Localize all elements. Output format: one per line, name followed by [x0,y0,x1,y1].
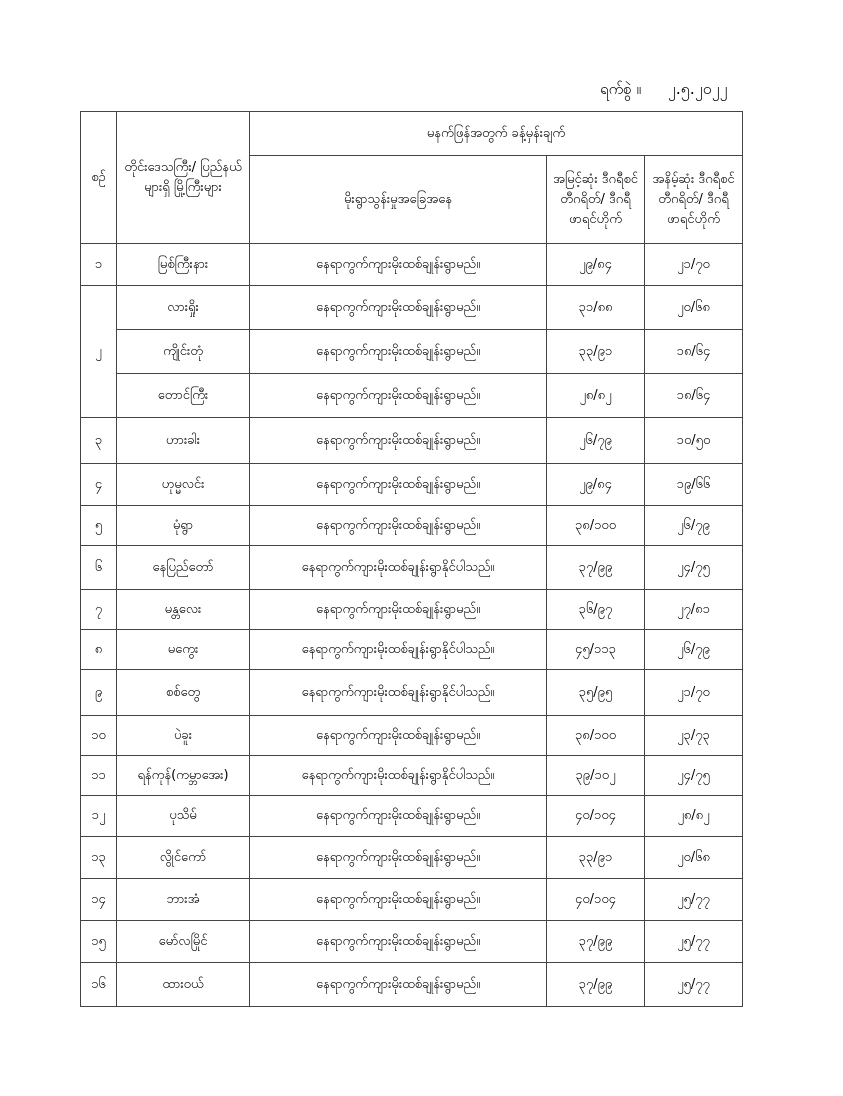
condition-cell: နေရာကွက်ကျားမိုးထစ်ချုန်းရွာနိုင်ပါသည်။ [250,546,547,590]
max-temp-cell: ၃၇/၉၉ [547,921,645,963]
condition-cell: နေရာကွက်ကျားမိုးထစ်ချုန်းရွာမည်။ [250,374,547,418]
min-temp-cell: ၂၈/၈၂ [645,796,743,837]
table-row [81,921,743,963]
city-cell: နေပြည်တော် [117,546,250,590]
table-row [81,418,743,464]
city-cell: မန္တလေး [117,590,250,630]
max-temp-cell: ၂၈/၈၂ [547,374,645,418]
serial-cell: ၉ [81,670,117,716]
condition-cell: နေရာကွက်ကျားမိုးထစ်ချုန်းရွာမည်။ [250,590,547,630]
table-row [81,506,743,546]
serial-cell: ၆ [81,546,117,590]
serial-cell: ၁၂ [81,796,117,837]
min-temp-cell: ၂၆/၇၉ [645,630,743,670]
max-temp-cell: ၃၅/၉၅ [547,670,645,716]
min-temp-cell: ၂၅/၇၇ [645,879,743,921]
max-temp-cell: ၂၆/၇၉ [547,418,645,464]
serial-cell: ၃ [81,418,117,464]
city-cell: ဟုမ္မလင်း [117,464,250,506]
min-temp-cell: ၂၅/၇၇ [645,963,743,1007]
city-cell: မော်လမြိုင် [117,921,250,963]
serial-cell: ၁ [81,244,117,286]
min-temp-cell: ၂၅/၇၇ [645,921,743,963]
table-row [81,963,743,1007]
header-serial-no: စဉ် [81,112,117,244]
max-temp-cell: ၂၉/၈၄ [547,464,645,506]
city-cell: ဟားခါး [117,418,250,464]
min-temp-cell: ၁၀/၅၀ [645,418,743,464]
condition-cell: နေရာကွက်ကျားမိုးထစ်ချုန်းရွာနိုင်ပါသည်။ [250,630,547,670]
table-row [81,374,743,418]
serial-cell: ၁၄ [81,879,117,921]
table-row [81,756,743,796]
condition-cell: နေရာကွက်ကျားမိုးထစ်ချုန်းရွာမည်။ [250,716,547,756]
max-temp-cell: ၃၈/၁၀၀ [547,506,645,546]
city-cell: မြစ်ကြီးနား [117,244,250,286]
serial-cell: ၁၃ [81,837,117,879]
city-cell: ပုသိမ် [117,796,250,837]
min-temp-cell: ၂၀/၆၈ [645,286,743,330]
table-row [81,546,743,590]
condition-cell: နေရာကွက်ကျားမိုးထစ်ချုန်းရွာမည်။ [250,464,547,506]
header-max-temp: အမြင့်ဆုံး ဒီဂရီစင်တီဂရိတ်/ ဒီဂရီဖာရင်ဟိုက် [547,156,645,244]
max-temp-cell: ၃၈/၁၀၀ [547,716,645,756]
serial-cell: ၁၁ [81,756,117,796]
header-min-temp: အနိမ့်ဆုံး ဒီဂရီစင်တီဂရိတ်/ ဒီဂရီဖာရင်ဟိုက် [645,156,743,244]
table-row [81,464,743,506]
city-cell: ပဲခူး [117,716,250,756]
max-temp-cell: ၃၉/၁၀၂ [547,756,645,796]
condition-cell: နေရာကွက်ကျားမိုးထစ်ချုန်းရွာမည်။ [250,418,547,464]
table-row [81,330,743,374]
max-temp-cell: ၄၅/၁၁၃ [547,630,645,670]
header-rain-condition: မိုးရွာသွန်းမှုအခြေအနေ [250,156,547,244]
city-cell: လားရှိုး [117,286,250,330]
serial-cell: ၁၀ [81,716,117,756]
condition-cell: နေရာကွက်ကျားမိုးထစ်ချုန်းရွာနိုင်ပါသည်။ [250,670,547,716]
condition-cell: နေရာကွက်ကျားမိုးထစ်ချုန်းရွာမည်။ [250,796,547,837]
condition-cell: နေရာကွက်ကျားမိုးထစ်ချုန်းရွာမည်။ [250,286,547,330]
min-temp-cell: ၂၁/၇၀ [645,670,743,716]
condition-cell: နေရာကွက်ကျားမိုးထစ်ချုန်းရွာမည်။ [250,244,547,286]
city-cell: လွိုင်ကော် [117,837,250,879]
serial-cell: ၈ [81,630,117,670]
condition-cell: နေရာကွက်ကျားမိုးထစ်ချုန်းရွာမည်။ [250,837,547,879]
city-cell: ကျိုင်းတုံ [117,330,250,374]
table-row [81,286,743,330]
max-temp-cell: ၃၆/၉၇ [547,590,645,630]
condition-cell: နေရာကွက်ကျားမိုးထစ်ချုန်းရွာမည်။ [250,506,547,546]
max-temp-cell: ၄၀/၁၀၄ [547,879,645,921]
condition-cell: နေရာကွက်ကျားမိုးထစ်ချုန်းရွာမည်။ [250,963,547,1007]
min-temp-cell: ၂၄/၇၅ [645,546,743,590]
serial-cell: ၅ [81,506,117,546]
min-temp-cell: ၂၆/၇၉ [645,506,743,546]
serial-cell: ၂ [81,286,117,418]
min-temp-cell: ၂၀/၆၈ [645,837,743,879]
table-row [81,590,743,630]
table-row [81,244,743,286]
city-cell: ဘားအံ [117,879,250,921]
city-cell: ရန်ကုန်(ကမ္ဘာအေး) [117,756,250,796]
table-row [81,837,743,879]
min-temp-cell: ၂၇/၈၁ [645,590,743,630]
condition-cell: နေရာကွက်ကျားမိုးထစ်ချုန်းရွာမည်။ [250,879,547,921]
min-temp-cell: ၂၃/၇၃ [645,716,743,756]
header-city: တိုင်းဒေသကြီး/ ပြည်နယ်များရှိ မြို့ကြီးများ [117,112,250,244]
city-cell: ထားဝယ် [117,963,250,1007]
table-row [81,630,743,670]
condition-cell: နေရာကွက်ကျားမိုးထစ်ချုန်းရွာနိုင်ပါသည်။ [250,756,547,796]
header-forecast-group: မနက်ဖြန်အတွက် ခန့်မှန်းချက် [250,112,743,156]
table-row [81,716,743,756]
serial-cell: ၁၅ [81,921,117,963]
max-temp-cell: ၃၃/၉၁ [547,837,645,879]
table-row [81,670,743,716]
max-temp-cell: ၃၇/၉၉ [547,963,645,1007]
max-temp-cell: ၄၀/၁၀၄ [547,796,645,837]
serial-cell: ၇ [81,590,117,630]
table-row [81,796,743,837]
forecast-table [80,111,743,1007]
condition-cell: နေရာကွက်ကျားမိုးထစ်ချုန်းရွာမည်။ [250,330,547,374]
min-temp-cell: ၁၈/၆၄ [645,374,743,418]
city-cell: စစ်တွေ [117,670,250,716]
date-value: ၂.၅.၂၀၂၂ [667,79,728,98]
max-temp-cell: ၃၁/၈၈ [547,286,645,330]
max-temp-cell: ၃၇/၉၉ [547,546,645,590]
max-temp-cell: ၃၃/၉၁ [547,330,645,374]
serial-cell: ၁၆ [81,963,117,1007]
min-temp-cell: ၂၁/၇၀ [645,244,743,286]
city-cell: မုံရွာ [117,506,250,546]
city-cell: မကွေး [117,630,250,670]
min-temp-cell: ၂၄/၇၅ [645,756,743,796]
min-temp-cell: ၁၉/၆၆ [645,464,743,506]
date-label: ရက်စွဲ ။ [600,80,642,98]
min-temp-cell: ၁၈/၆၄ [645,330,743,374]
max-temp-cell: ၂၉/၈၄ [547,244,645,286]
serial-cell: ၄ [81,464,117,506]
date-line [600,78,760,100]
condition-cell: နေရာကွက်ကျားမိုးထစ်ချုန်းရွာမည်။ [250,921,547,963]
city-cell: တောင်ကြီး [117,374,250,418]
table-row [81,879,743,921]
